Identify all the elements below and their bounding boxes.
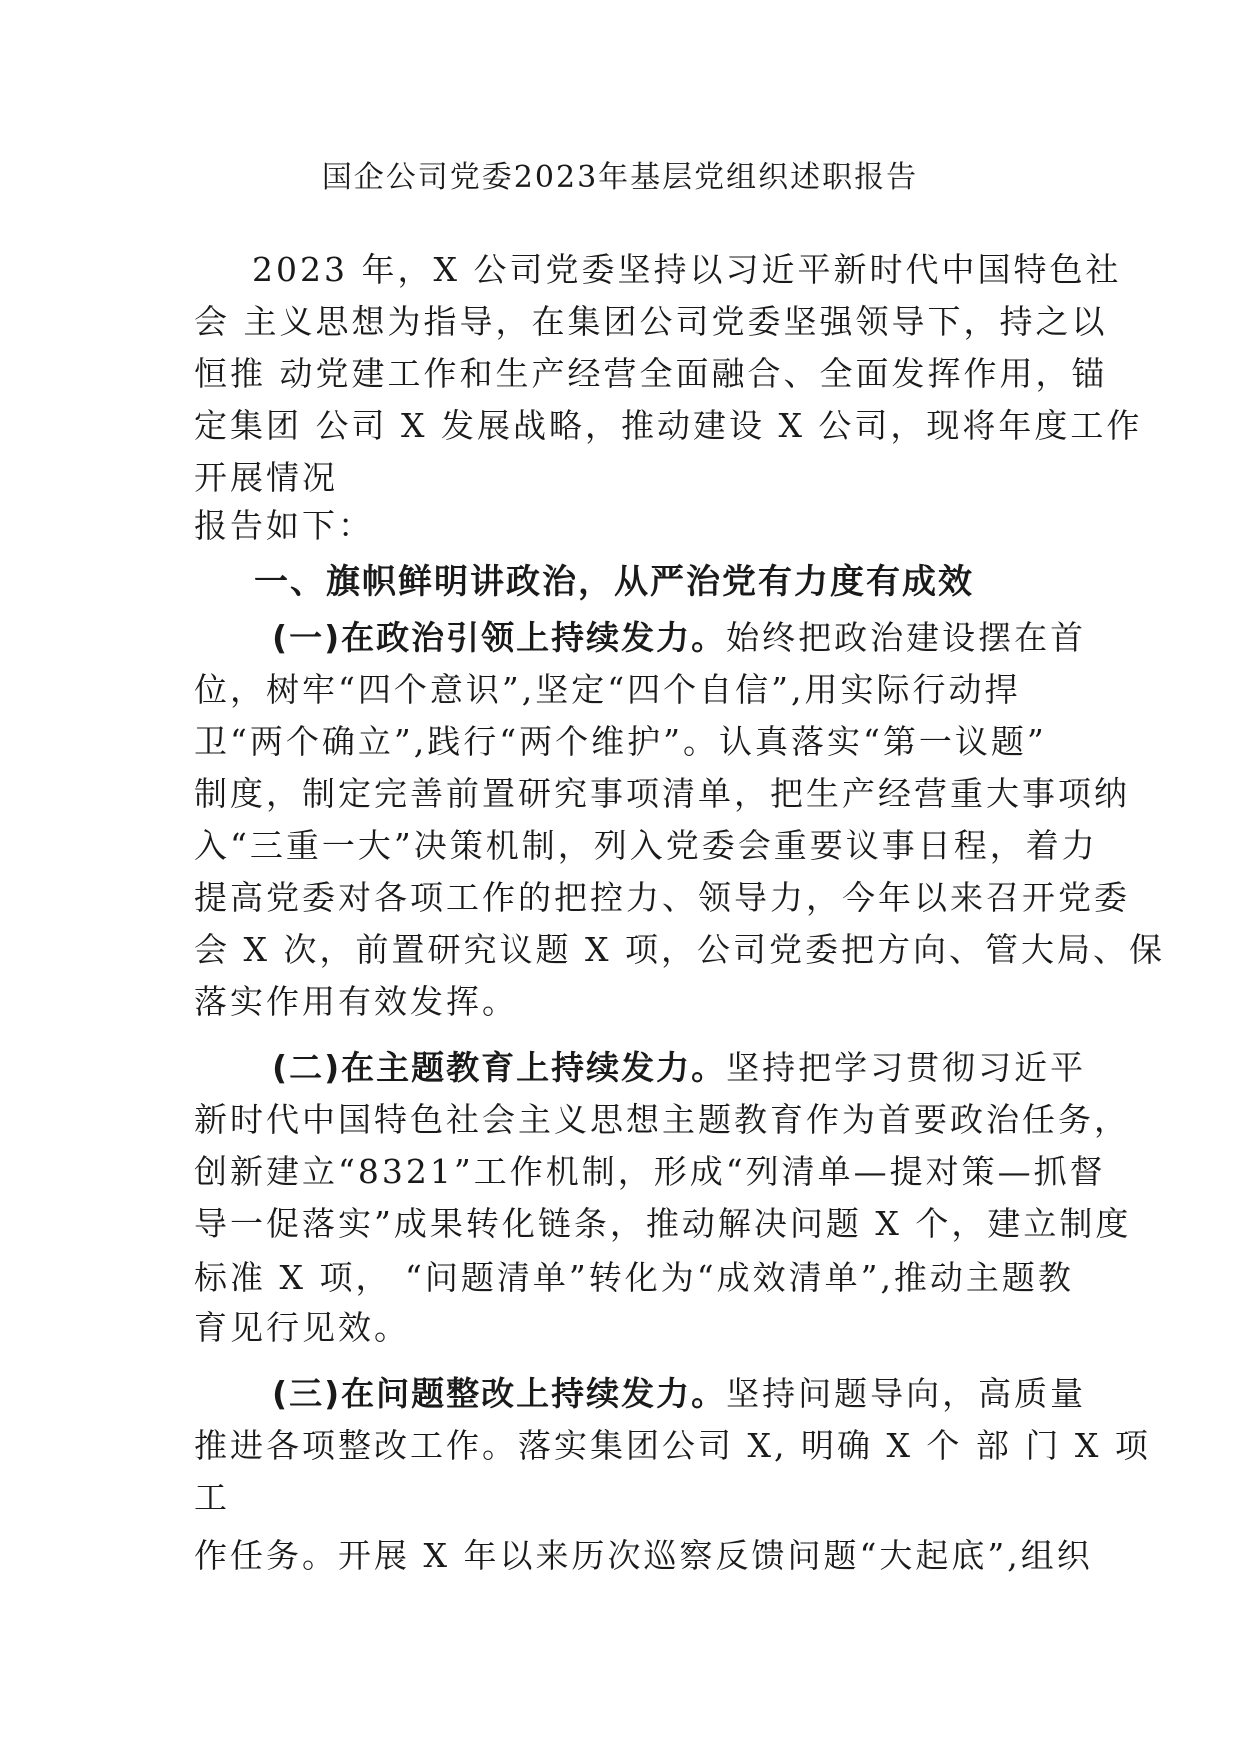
section-heading: 一、旗帜鲜明讲政治，从严治党有力度有成效 — [254, 562, 974, 602]
subsection-heading: (一)在政治引领上持续发力。 — [272, 618, 727, 657]
paragraph-first-line — [272, 1048, 1086, 1088]
intro-line: 2023 年，X 公司党委坚持以习近平新时代中国特色社 — [252, 250, 1122, 289]
paragraph-line: 位，树牢“四个意识”,坚定“四个自信”,用实际行动捍 — [194, 670, 1021, 709]
intro-line: 恒推 动党建工作和生产经营全面融合、全面发挥作用，锚 — [194, 354, 1108, 393]
subsection-heading: (三)在问题整改上持续发力。 — [272, 1374, 727, 1413]
paragraph-line: 推进各项整改工作。落实集团公司 X, 明确 X 个 部 门 X 项 — [194, 1426, 1151, 1465]
paragraph-line: 作任务。开展 X 年以来历次巡察反馈问题“大起底”,组织 — [194, 1536, 1093, 1575]
paragraph-line: 创新建立“8321”工作机制，形成“列清单—提对策—抓督 — [194, 1152, 1106, 1191]
paragraph-text: 坚持把学习贯彻习近平 — [726, 1048, 1087, 1087]
paragraph-line: 制度，制定完善前置研究事项清单，把生产经营重大事项纳 — [194, 774, 1130, 813]
paragraph-line: 育见行见效。 — [194, 1308, 410, 1347]
paragraph-line: 卫“两个确立”,践行“两个维护”。认真落实“第一议题” — [194, 722, 1047, 761]
paragraph-text: 坚持问题导向，高质量 — [726, 1374, 1087, 1413]
paragraph-line: 工 — [194, 1478, 230, 1517]
paragraph-line: 导一促落实”成果转化链条，推动解决问题 X 个，建立制度 — [194, 1204, 1132, 1243]
intro-line: 报告如下： — [194, 506, 374, 545]
paragraph-first-line — [272, 1374, 1086, 1414]
paragraph-line: 落实作用有效发挥。 — [194, 982, 518, 1021]
intro-line: 开展情况 — [194, 458, 338, 497]
paragraph-line: 新时代中国特色社会主义思想主题教育作为首要政治任务， — [194, 1100, 1130, 1139]
paragraph-line: 提高党委对各项工作的把控力、领导力，今年以来召开党委 — [194, 878, 1130, 917]
paragraph-line: 入“三重一大”决策机制，列入党委会重要议事日程，着力 — [194, 826, 1098, 865]
document-title: 国企公司党委2023年基层党组织述职报告 — [321, 160, 919, 195]
paragraph-text: 始终把政治建设摆在首 — [726, 618, 1087, 657]
paragraph-first-line — [272, 618, 1086, 658]
subsection-heading: (二)在主题教育上持续发力。 — [272, 1048, 727, 1087]
intro-line: 定集团 公司 X 发展战略，推动建设 X 公司，现将年度工作 — [194, 406, 1143, 445]
paragraph-line: 会 X 次，前置研究议题 X 项，公司党委把方向、管大局、保 — [194, 930, 1165, 969]
intro-line: 会 主义思想为指导，在集团公司党委坚强领导下，持之以 — [194, 302, 1108, 341]
paragraph-line: 标准 X 项， “问题清单”转化为“成效清单”,推动主题教 — [194, 1258, 1074, 1297]
